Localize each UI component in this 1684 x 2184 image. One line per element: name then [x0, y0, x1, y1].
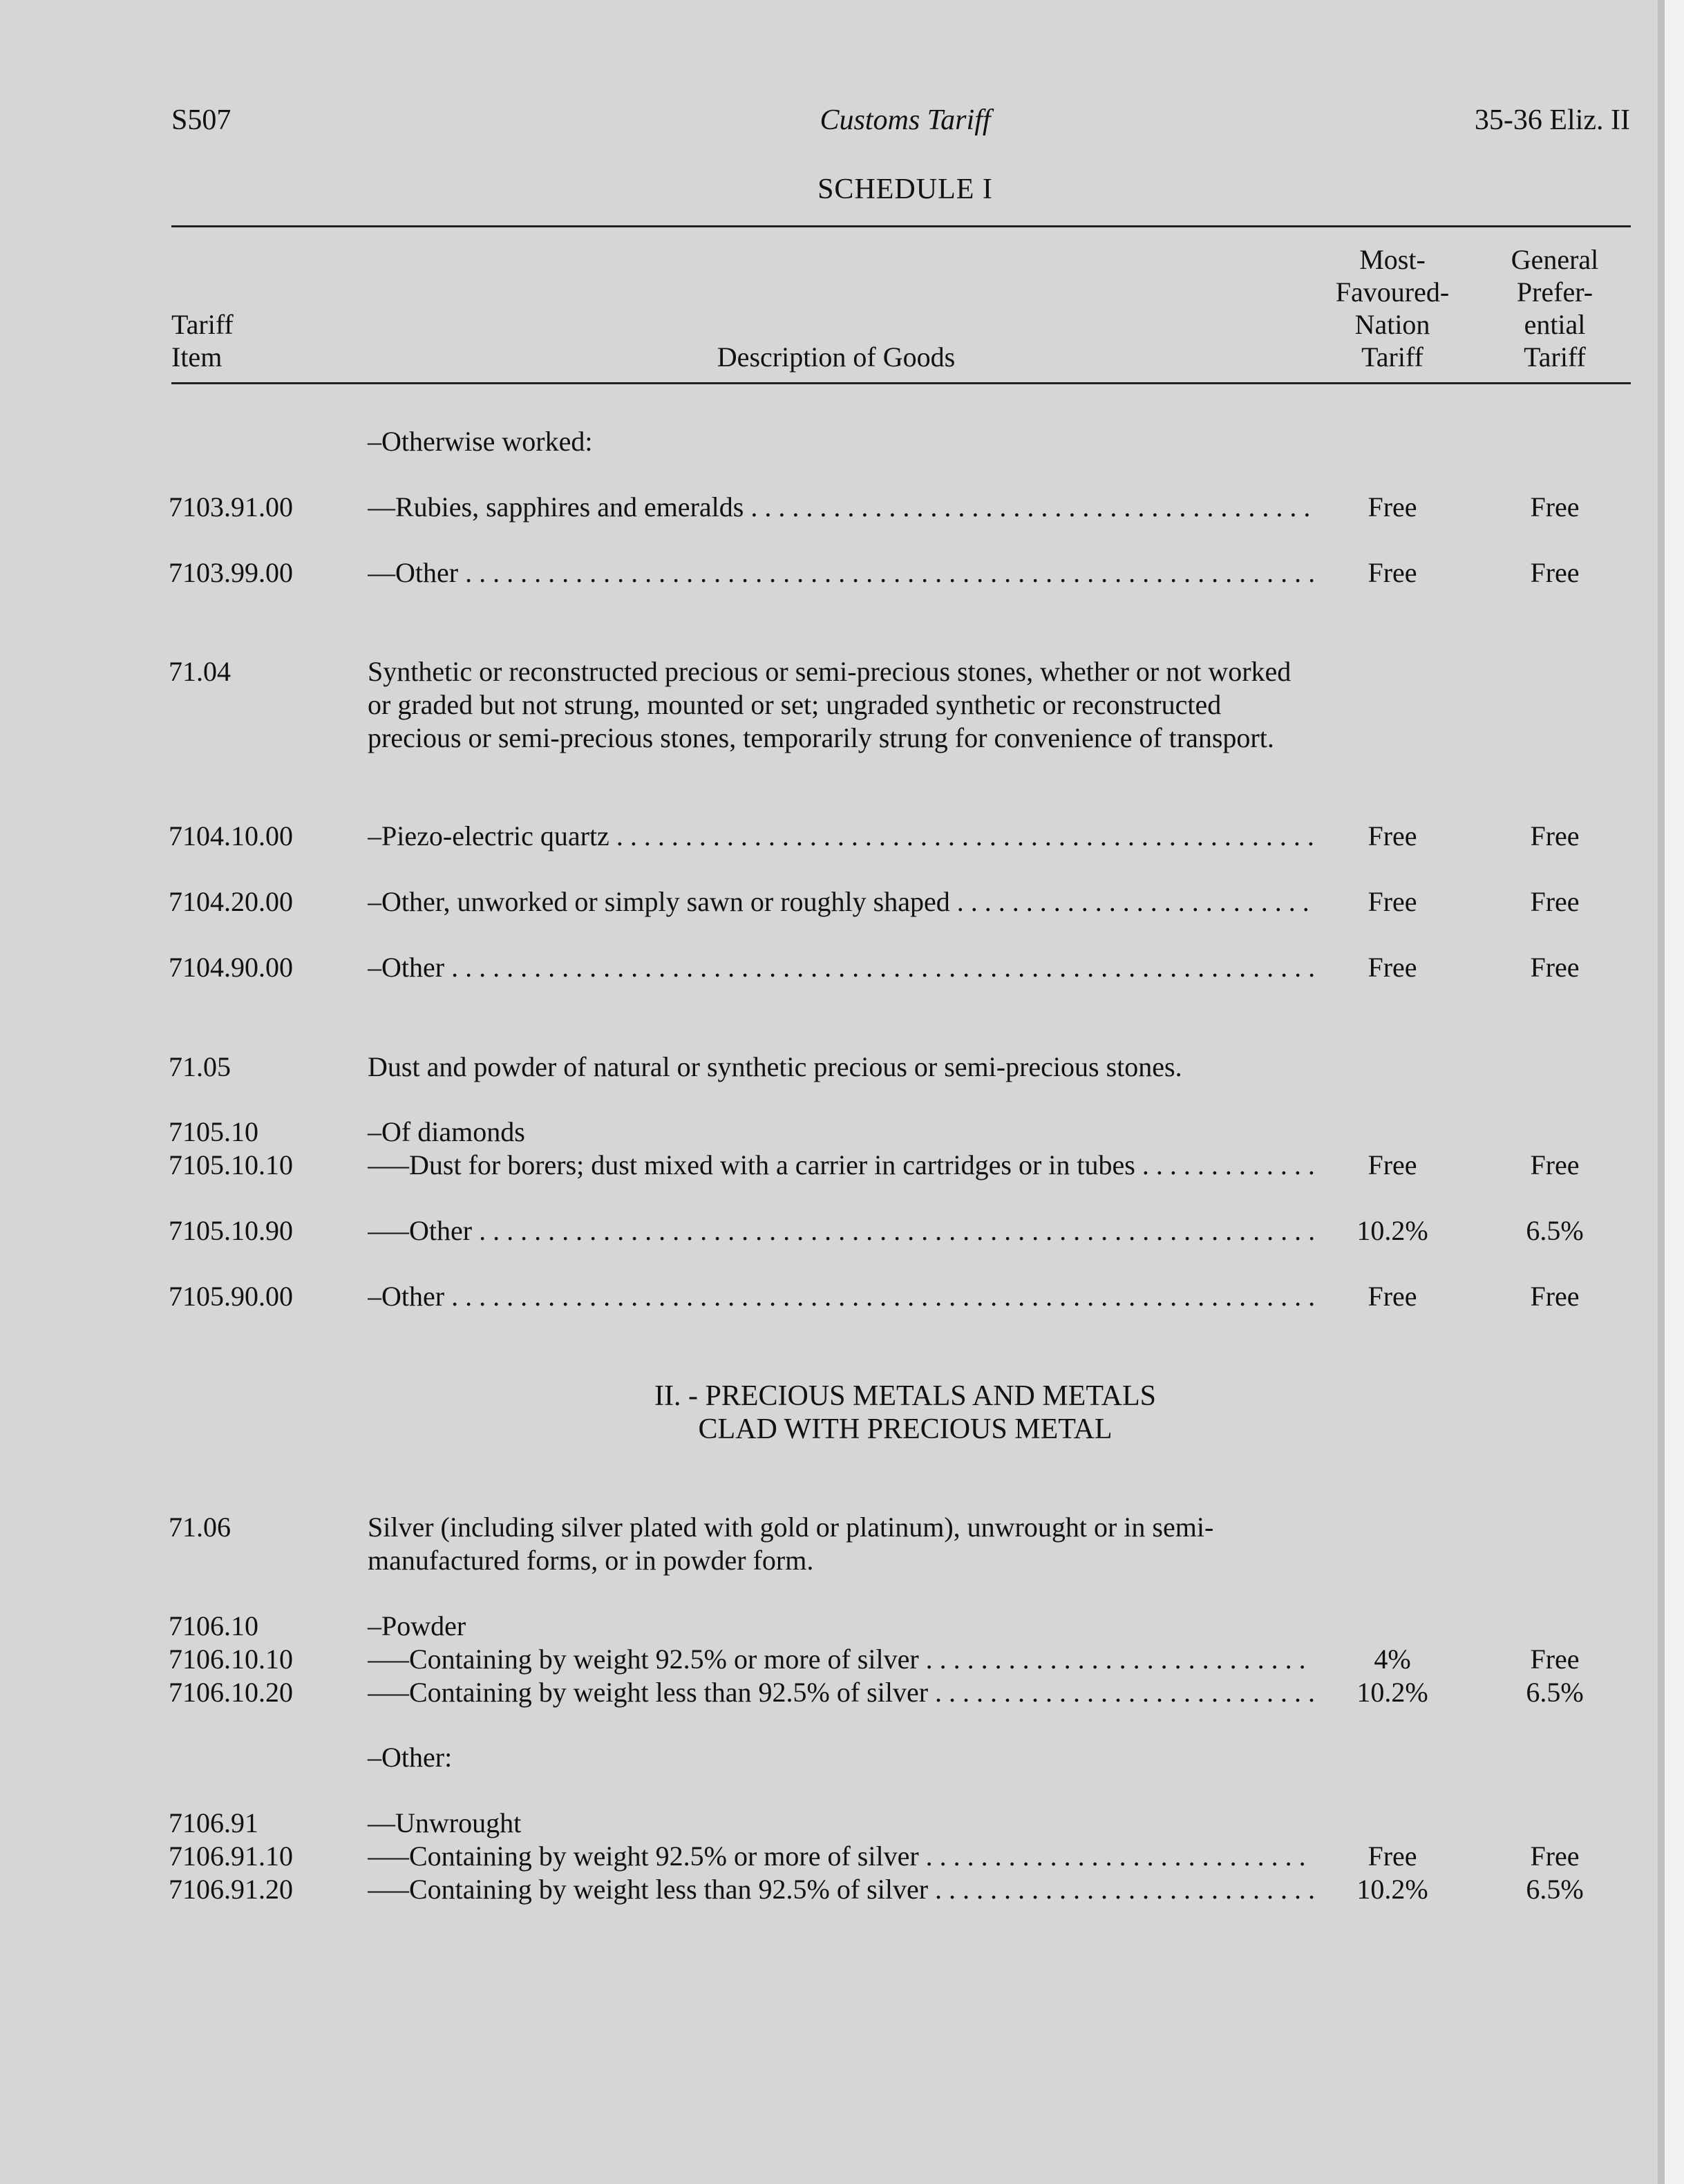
heading-description: Synthetic or reconstructed precious or semi-precious stones, whether or not worked or graded but not strung, mounted or set; ungraded synthetic or reconstructed precious or semi-precious stones, temporarily strung for convenience of transport. [368, 656, 1292, 753]
tariff-item: 7105.90.00 [169, 1281, 293, 1312]
subheading: –Otherwise worked: [368, 426, 593, 457]
gpt-rate: Free [1530, 1281, 1580, 1312]
description: –Other, unworked or simply sawn or roughly shaped . . . [368, 885, 1314, 919]
heading-number: 71.04 [169, 656, 231, 687]
col-header-line: Most- [1359, 244, 1426, 275]
statute-reference: 35-36 Eliz. II [1474, 104, 1630, 136]
page-shadow [1658, 0, 1665, 2184]
subheading-number: 7106.10 [169, 1610, 258, 1641]
section-heading [0, 1380, 1684, 1446]
gpt-rate: Free [1530, 820, 1580, 851]
gpt-rate: Free [1530, 952, 1580, 983]
heading-number: 71.06 [169, 1512, 231, 1543]
col-header-line: General [1511, 244, 1599, 275]
gpt-rate: Free [1530, 1149, 1580, 1180]
mfn-rate: Free [1368, 886, 1417, 917]
mfn-rate: Free [1368, 1149, 1417, 1180]
description: –––Dust for borers; dust mixed with a carrier in cartridges or in tubes . . . [368, 1149, 1314, 1182]
col-header-gpt [1479, 243, 1631, 373]
description: –Piezo-electric quartz . . . [368, 820, 1314, 853]
tariff-item: 7104.20.00 [169, 886, 293, 917]
description: –––Containing by weight less than 92.5% of silver . . . [368, 1873, 1314, 1906]
running-title: Customs Tariff [820, 104, 991, 136]
mfn-rate: Free [1368, 1841, 1417, 1872]
description: –––Other . . . [368, 1214, 1314, 1248]
tariff-item: 7106.10.20 [169, 1677, 293, 1708]
gpt-rate: 6.5% [1526, 1874, 1584, 1905]
col-header-line: Nation [1354, 309, 1430, 340]
heading-description: Silver (including silver plated with gold or platinum), unwrought or in semi-manufactured forms, or in powder form. [368, 1512, 1214, 1576]
gpt-rate: Free [1530, 1841, 1580, 1872]
subheading: –Of diamonds [368, 1116, 525, 1147]
tariff-item: 7104.90.00 [169, 952, 293, 983]
subheading: –Other: [368, 1742, 453, 1773]
subheading-number: 7106.91 [169, 1807, 258, 1838]
mfn-rate: Free [1368, 820, 1417, 851]
col-header-mfn [1320, 243, 1465, 373]
tariff-item: 7105.10.10 [169, 1149, 293, 1180]
section-heading-line: II. - PRECIOUS METALS AND METALS [654, 1380, 1156, 1412]
col-header-description [622, 341, 1050, 373]
tariff-item: 7105.10.90 [169, 1215, 293, 1246]
mfn-rate: Free [1368, 952, 1417, 983]
mfn-rate: Free [1368, 491, 1417, 523]
page-edge [1665, 0, 1684, 2184]
col-header-line: Prefer- [1516, 276, 1593, 308]
mfn-rate: 4% [1374, 1644, 1411, 1675]
tariff-item: 7106.10.10 [169, 1644, 293, 1675]
col-header-line: Tariff [171, 309, 234, 340]
description: –Other . . . [368, 1280, 1314, 1313]
col-header-tariff-item [171, 308, 234, 373]
description: ––Rubies, sapphires and emeralds . . . [368, 491, 1314, 524]
description: –––Containing by weight less than 92.5% of silver . . . [368, 1676, 1314, 1709]
mfn-rate: Free [1368, 1281, 1417, 1312]
tariff-item: 7103.91.00 [169, 491, 293, 523]
heading-description: Dust and powder of natural or synthetic precious or semi-precious stones. [368, 1051, 1182, 1082]
col-header-line: Item [171, 341, 223, 373]
gpt-rate: Free [1530, 491, 1580, 523]
mfn-rate: Free [1368, 557, 1417, 588]
subheading-number: 7105.10 [169, 1116, 258, 1147]
col-header-line: Tariff [1361, 341, 1423, 373]
tariff-item: 7106.91.10 [169, 1841, 293, 1872]
schedule-title: SCHEDULE I [817, 173, 993, 205]
tariff-item: 7104.10.00 [169, 820, 293, 851]
gpt-rate: Free [1530, 557, 1580, 588]
subheading: –Powder [368, 1610, 466, 1641]
col-header-line: ential [1524, 309, 1586, 340]
gpt-rate: Free [1530, 886, 1580, 917]
gpt-rate: 6.5% [1526, 1677, 1584, 1708]
col-header-line: Description of Goods [717, 341, 956, 373]
tariff-item: 7106.91.20 [169, 1874, 293, 1905]
tariff-item: 7103.99.00 [169, 557, 293, 588]
col-header-line: Favoured- [1335, 276, 1450, 308]
subheading: ––Unwrought [368, 1807, 522, 1838]
section-heading-line: CLAD WITH PRECIOUS METAL [698, 1413, 1113, 1445]
mfn-rate: 10.2% [1356, 1874, 1428, 1905]
description: –––Containing by weight 92.5% or more of silver . . . [368, 1840, 1314, 1873]
page-number: S507 [171, 104, 231, 136]
col-header-line: Tariff [1524, 341, 1586, 373]
description: ––Other . . . [368, 556, 1314, 590]
gpt-rate: Free [1530, 1644, 1580, 1675]
mfn-rate: 10.2% [1356, 1215, 1428, 1246]
gpt-rate: 6.5% [1526, 1215, 1584, 1246]
description: –––Containing by weight 92.5% or more of silver . . . [368, 1643, 1314, 1676]
heading-number: 71.05 [169, 1051, 231, 1082]
top-rule [171, 225, 1631, 227]
mfn-rate: 10.2% [1356, 1677, 1428, 1708]
header-rule [171, 382, 1631, 384]
description: –Other . . . [368, 951, 1314, 984]
